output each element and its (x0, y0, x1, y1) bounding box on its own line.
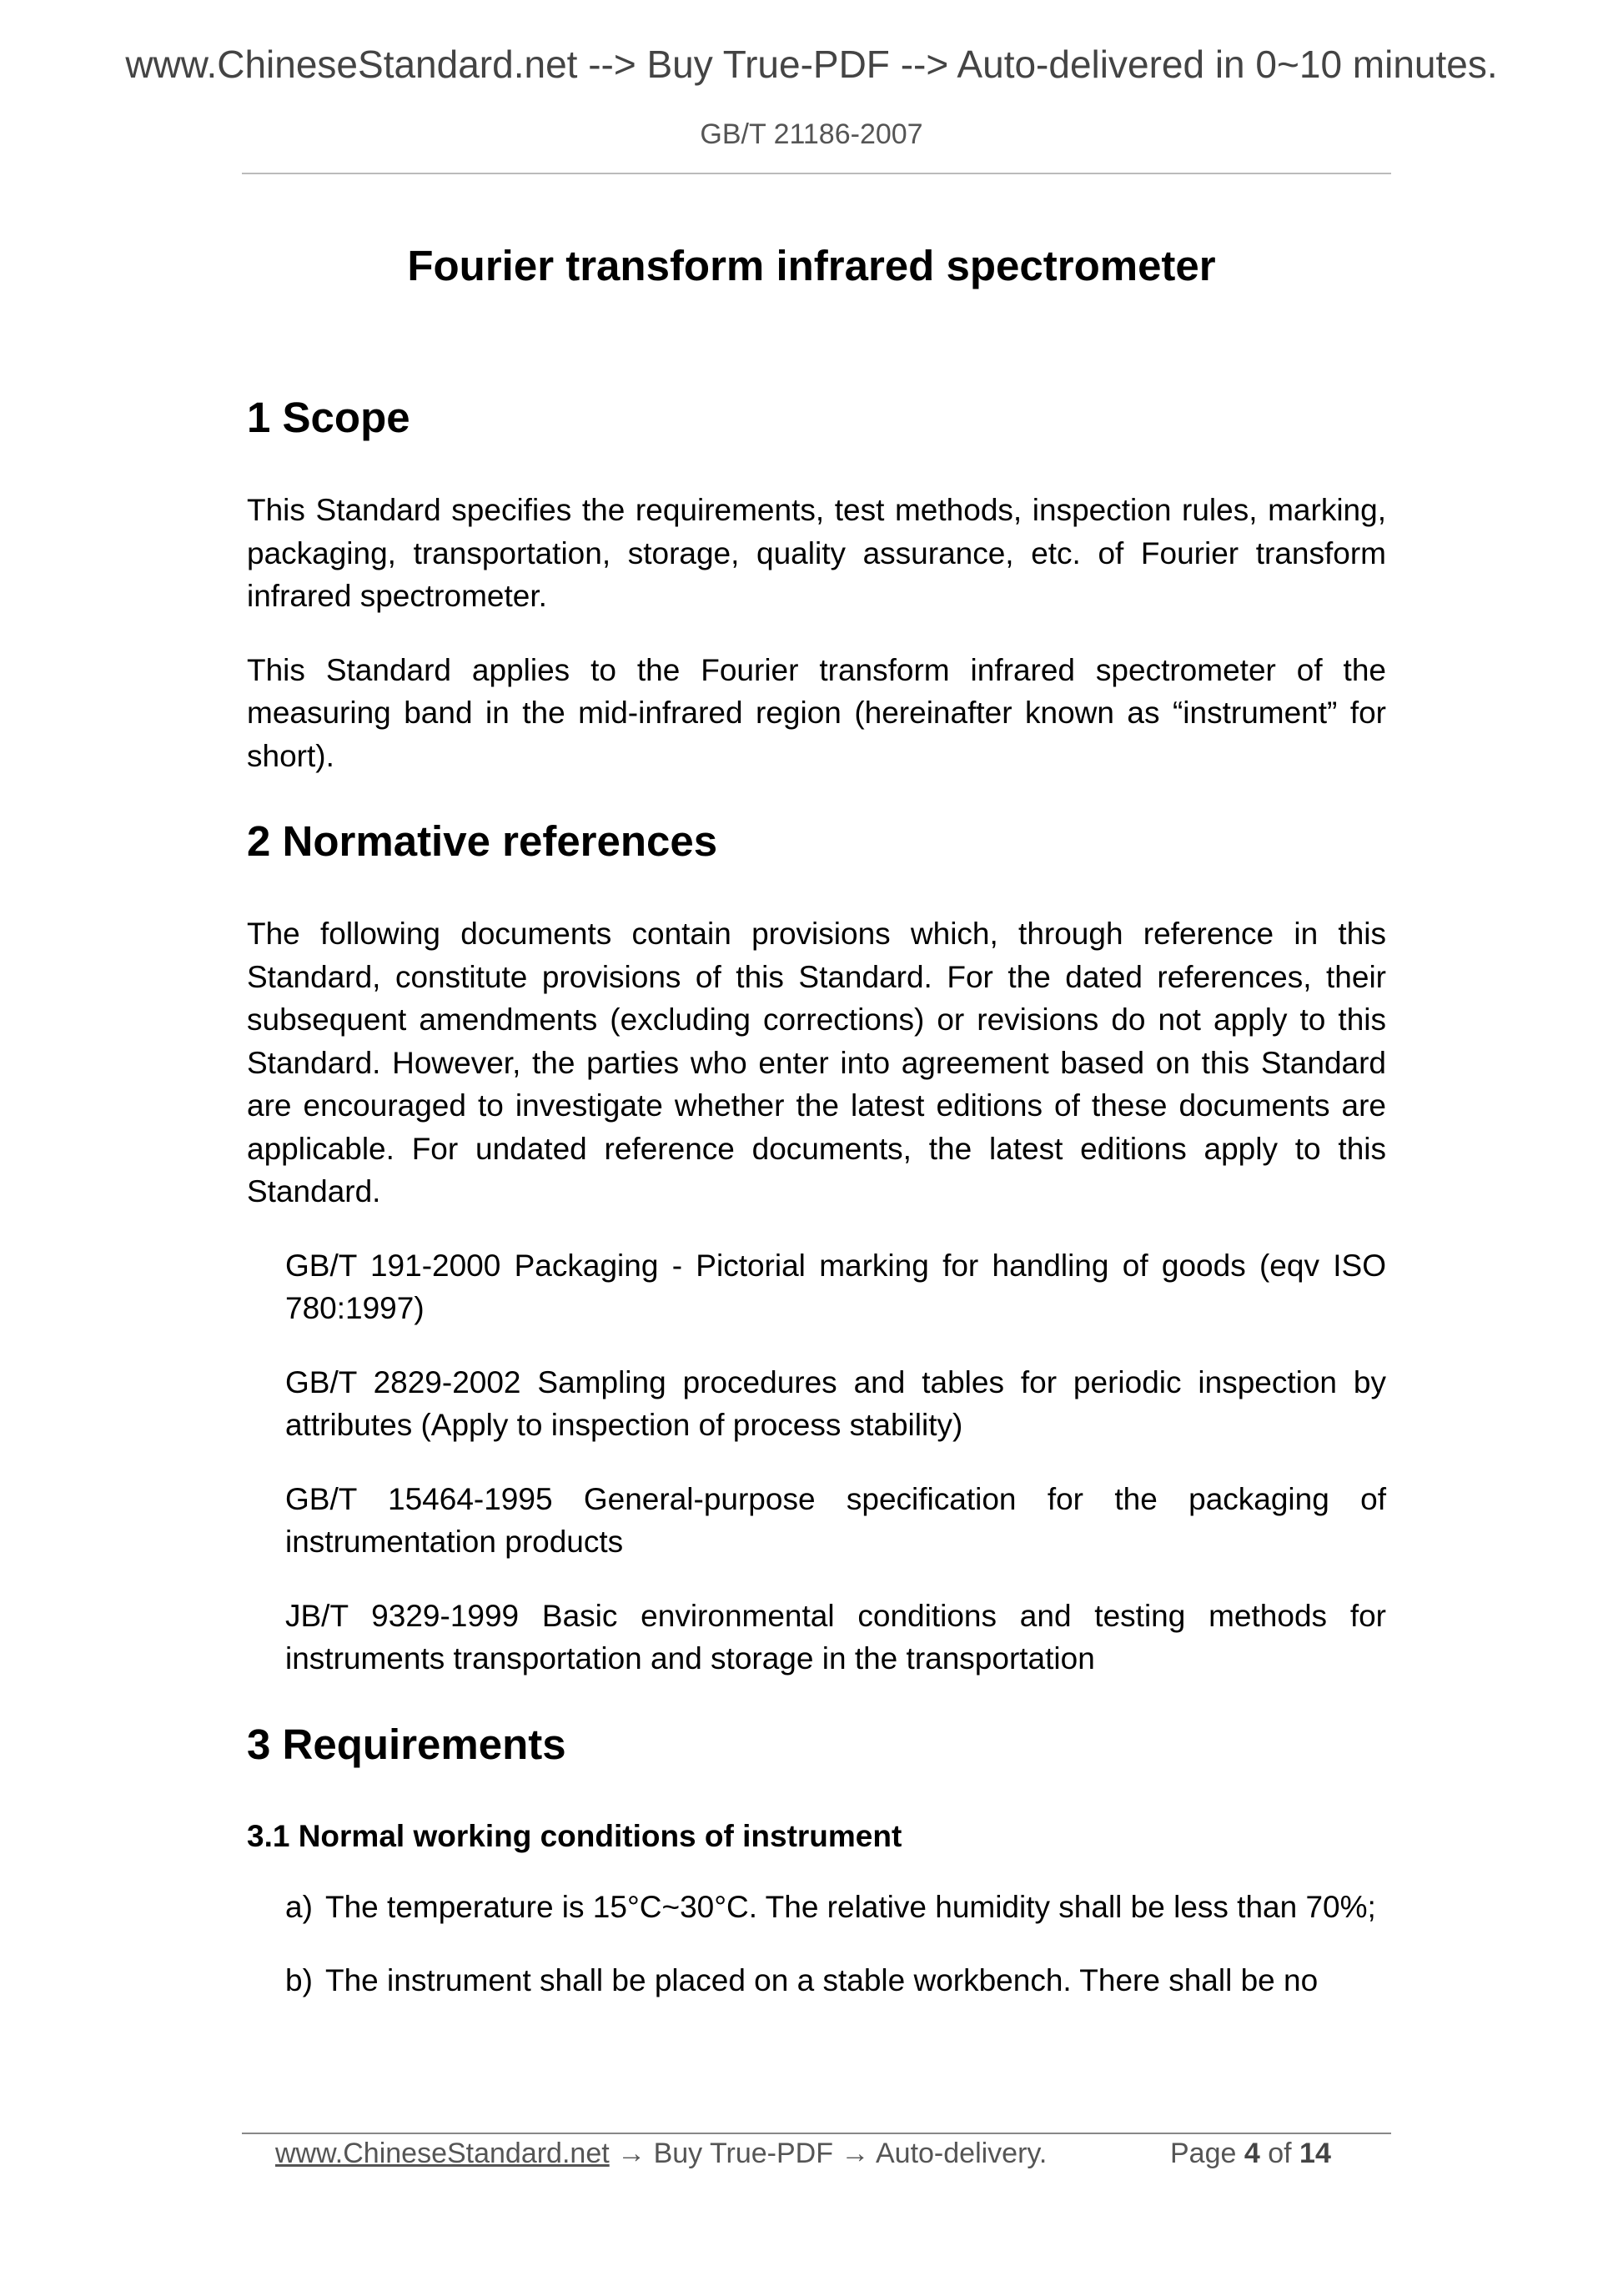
footer-divider (242, 2133, 1391, 2134)
footer-text: → Buy True-PDF → Auto-delivery. (609, 2138, 1048, 2169)
standard-code: GB/T 21186-2007 (700, 118, 923, 150)
section-heading-normative-references: 2 Normative references (247, 817, 718, 865)
reference-item: GB/T 2829-2002 Sampling procedures and tables for periodic inspection by attributes (Apply to inspection of process stability) (285, 1364, 1386, 1442)
section-heading-requirements: 3 Requirements (247, 1720, 566, 1768)
section-heading-scope: 1 Scope (247, 394, 410, 441)
scope-paragraph: This Standard specifies the requirements, test methods, inspection rules, marking, packaging, transportation, storage, quality assurance, etc. of Fourier transform infrared spectrometer. (247, 493, 1386, 613)
subsection-heading-working-conditions: 3.1 Normal working conditions of instrument (247, 1818, 902, 1853)
page-footer (275, 2138, 1359, 2170)
reference-item: GB/T 15464-1995 General-purpose specification for the packaging of instrumentation products (285, 1481, 1386, 1559)
reference-item: GB/T 191-2000 Packaging - Pictorial marking for handling of goods (eqv ISO 780:1997) (285, 1248, 1386, 1325)
page-total: 14 (1299, 2138, 1331, 2169)
top-banner[interactable]: www.ChineseStandard.net --> Buy True-PDF --> Auto-delivered in 0~10 minutes. (125, 43, 1498, 86)
references-intro-paragraph: The following documents contain provisions which, through reference in this Standard, constitute provisions of this Standard. For the dated references, their subsequent amendments (excluding corrections) or revisions do not apply to this Standard. However, the parties who enter into agreement based on this Standard are encouraged to investigate whether the latest editions of these documents are applicable. For undated reference documents, the latest editions apply to this Standard. (247, 917, 1386, 1208)
header-divider (242, 173, 1391, 174)
document-title: Fourier transform infrared spectrometer (407, 242, 1216, 289)
page-label: Page (1170, 2138, 1237, 2169)
of-label: of (1268, 2138, 1292, 2169)
list-item (285, 1886, 1386, 1929)
reference-item: JB/T 9329-1999 Basic environmental conditions and testing methods for instruments transportation and storage in the transportation (285, 1598, 1386, 1676)
list-item-text: The instrument shall be placed on a stable workbench. There shall be no (325, 1963, 1319, 1997)
footer-website-link[interactable]: www.ChineseStandard.net (275, 2138, 610, 2169)
list-item-marker: a) (285, 1889, 313, 1924)
list-item-marker: b) (285, 1963, 313, 1997)
scope-paragraph: This Standard applies to the Fourier transform infrared spectrometer of the measuring band in the mid-infrared region (hereinafter known as “instrument” for short). (247, 652, 1386, 773)
document-body (247, 392, 1386, 2033)
list-item-text: The temperature is 15°C~30°C. The relative humidity shall be less than 70%; (325, 1889, 1376, 1924)
page-number: 4 (1244, 2138, 1260, 2169)
page-indicator (1170, 2138, 1331, 2170)
list-item (285, 1959, 1386, 2002)
